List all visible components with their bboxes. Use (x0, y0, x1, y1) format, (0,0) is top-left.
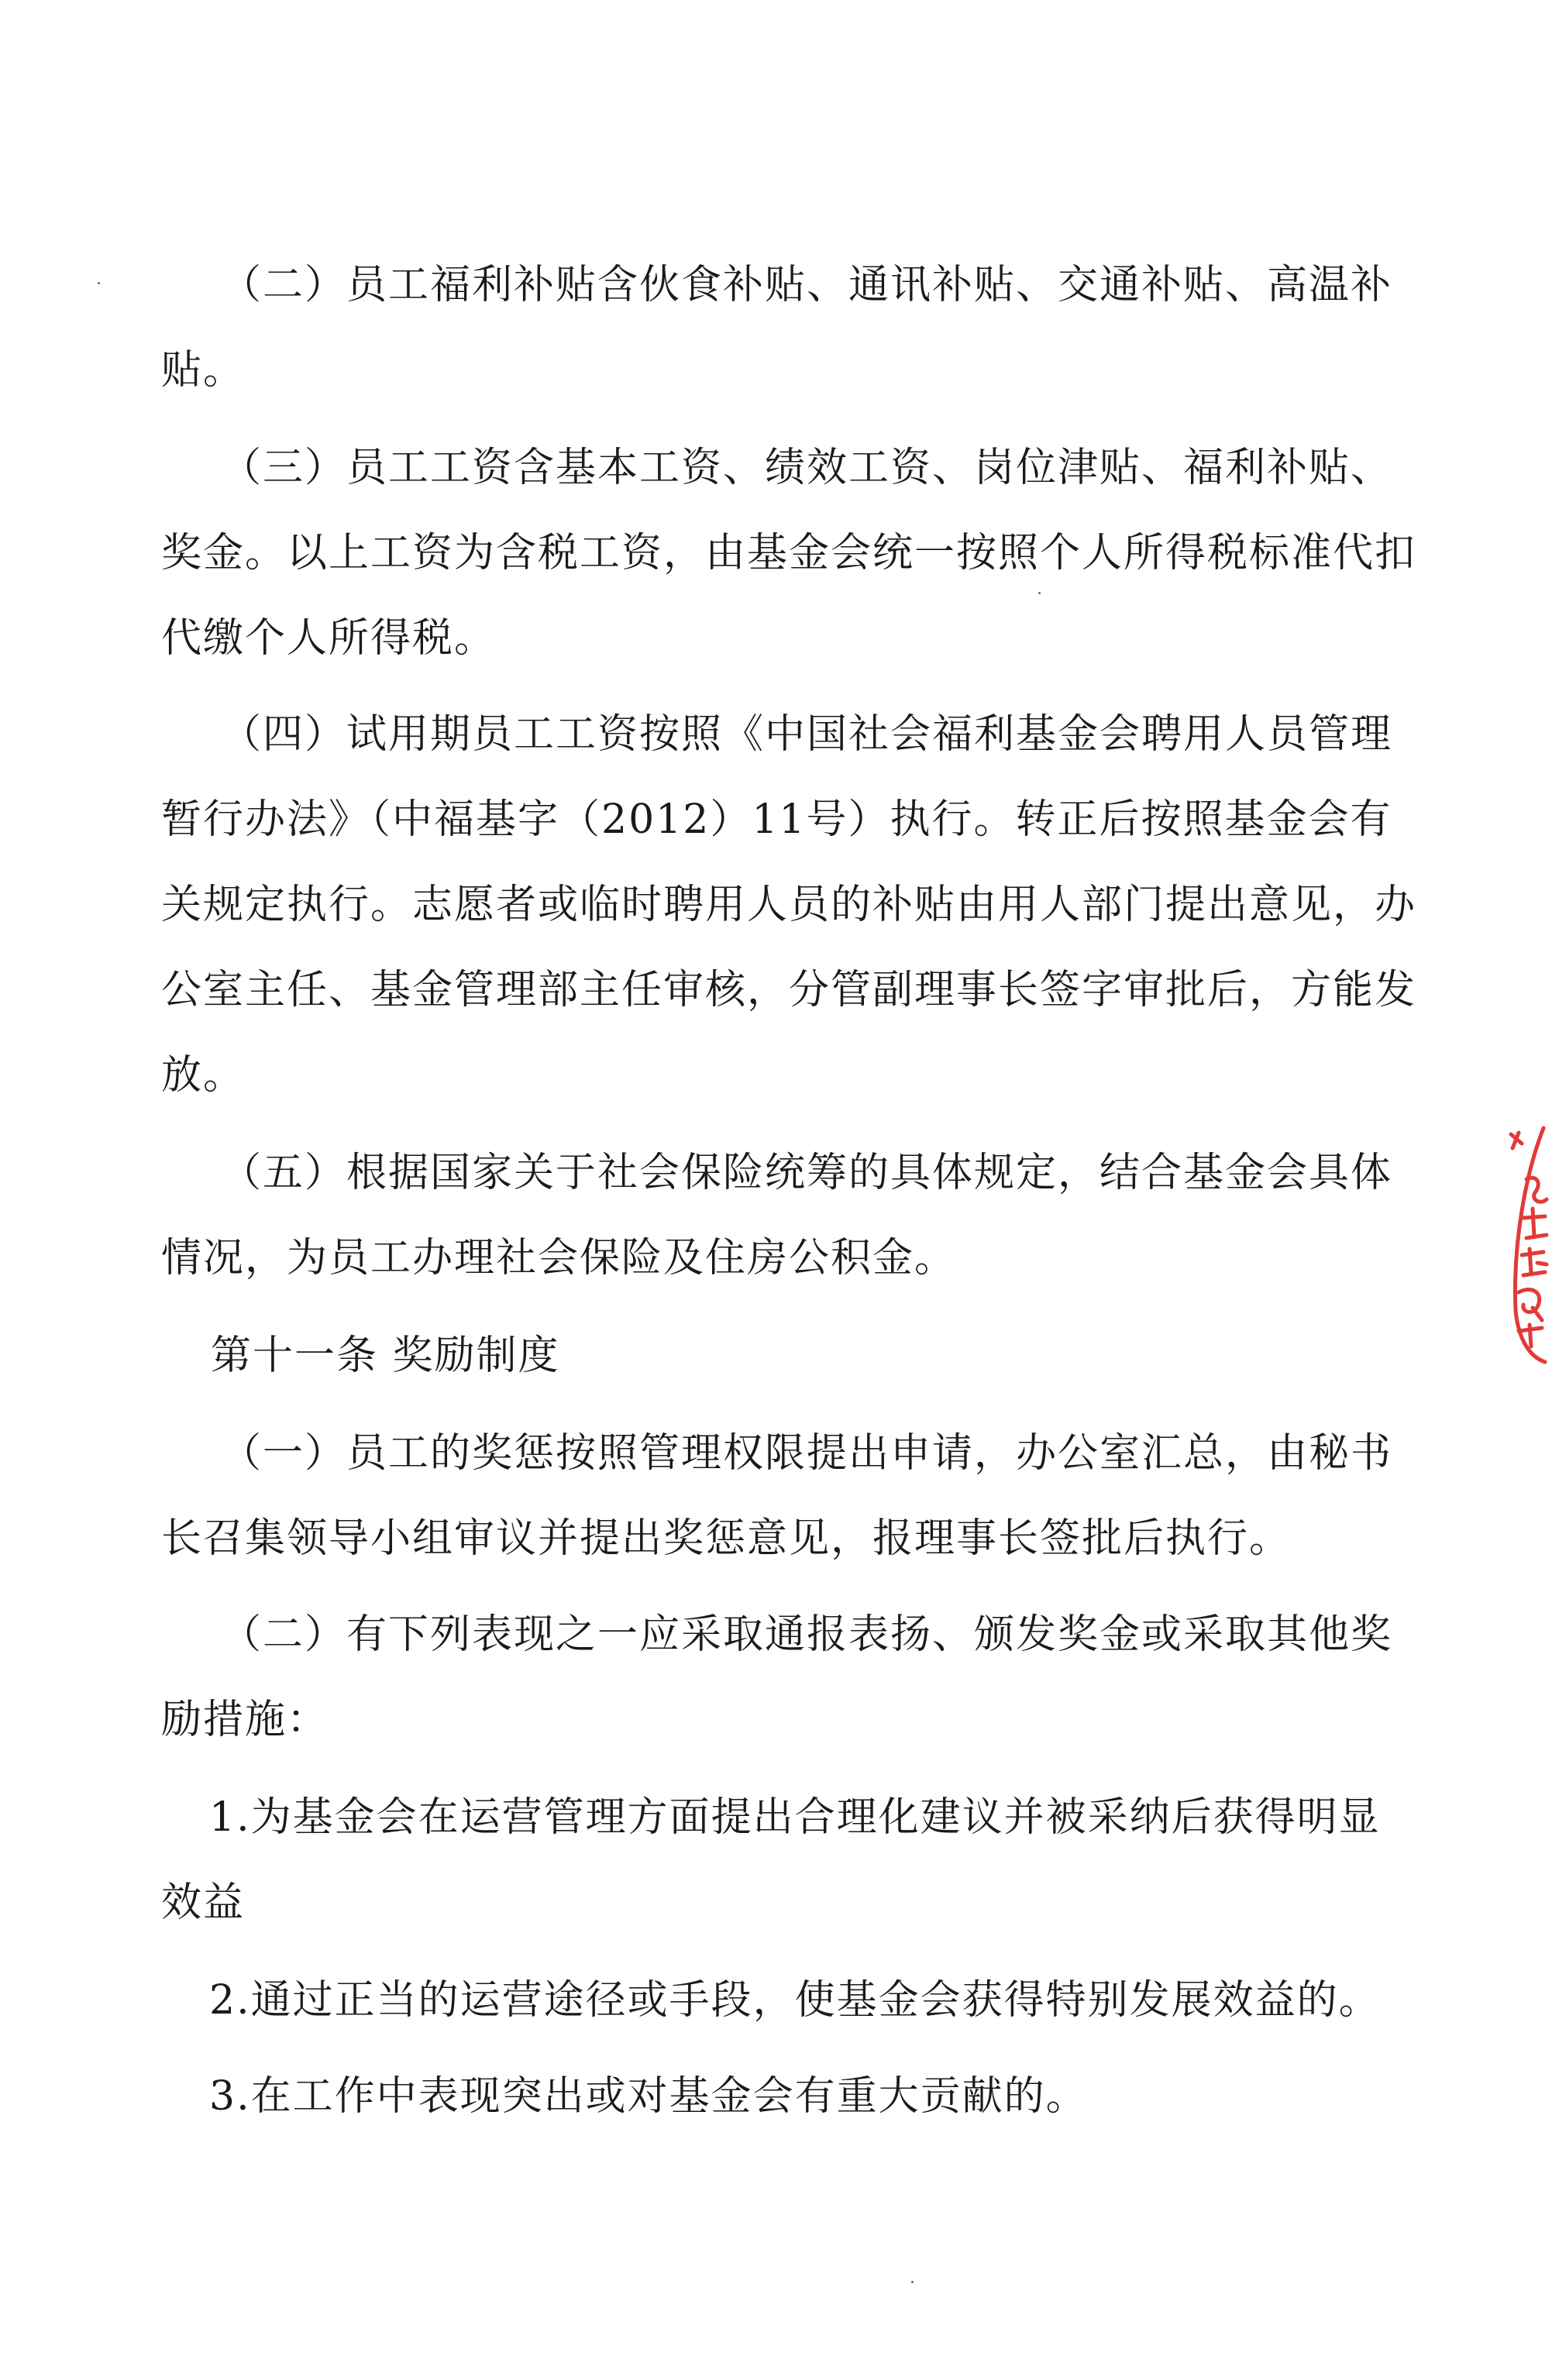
paragraph-line: 奖金。以上工资为含税工资，由基金会统一按照个人所得税标准代扣 (161, 530, 1417, 576)
red-seal-stamp-icon (1495, 1125, 1559, 1365)
paragraph-line: 暂行办法》（中福基字（2012）11号）执行。转正后按照基金会有 (161, 796, 1392, 843)
list-item: 3.在工作中表现突出或对基金会有重大贡献的。 (209, 2073, 1088, 2120)
paragraph-line: 放。 (161, 1052, 246, 1099)
paragraph-line: 关规定执行。志愿者或临时聘用人员的补贴由用人部门提出意见，办 (161, 882, 1417, 928)
list-item: 2.通过正当的运营途径或手段，使基金会获得特别发展效益的。 (209, 1977, 1381, 2024)
paragraph-line: 情况，为员工办理社会保险及住房公积金。 (161, 1235, 957, 1281)
paragraph-line: 公室主任、基金管理部主任审核，分管副理事长签字审批后，方能发 (161, 967, 1417, 1013)
paragraph-line: 长召集领导小组审议并提出奖惩意见，报理事长签批后执行。 (161, 1515, 1292, 1562)
paragraph-line: （三）员工工资含基本工资、绩效工资、岗位津贴、福利补贴、 (221, 445, 1393, 491)
paragraph-line: 励措施： (161, 1697, 329, 1743)
paragraph-line: （五）根据国家关于社会保险统筹的具体规定，结合基金会具体 (221, 1150, 1393, 1196)
paragraph-line: （二）员工福利补贴含伙食补贴、通讯补贴、交通补贴、高温补 (221, 262, 1393, 308)
scan-speck (98, 282, 100, 284)
article-heading: 第十一条 奖励制度 (211, 1333, 560, 1379)
paragraph-line: 代缴个人所得税。 (161, 615, 497, 662)
list-item-continuation: 效益 (161, 1880, 246, 1926)
paragraph-line: （二）有下列表现之一应采取通报表扬、颁发奖金或采取其他奖 (221, 1611, 1393, 1658)
scan-speck (911, 2281, 914, 2283)
paragraph-line: 贴。 (161, 347, 246, 394)
list-item: 1.为基金会在运营管理方面提出合理化建议并被采纳后获得明显 (209, 1794, 1381, 1841)
paragraph-line: （四）试用期员工工资按照《中国社会福利基金会聘用人员管理 (221, 711, 1393, 758)
paragraph-line: （一）员工的奖惩按照管理权限提出申请，办公室汇总，由秘书 (221, 1430, 1393, 1477)
scan-speck (1038, 592, 1041, 594)
